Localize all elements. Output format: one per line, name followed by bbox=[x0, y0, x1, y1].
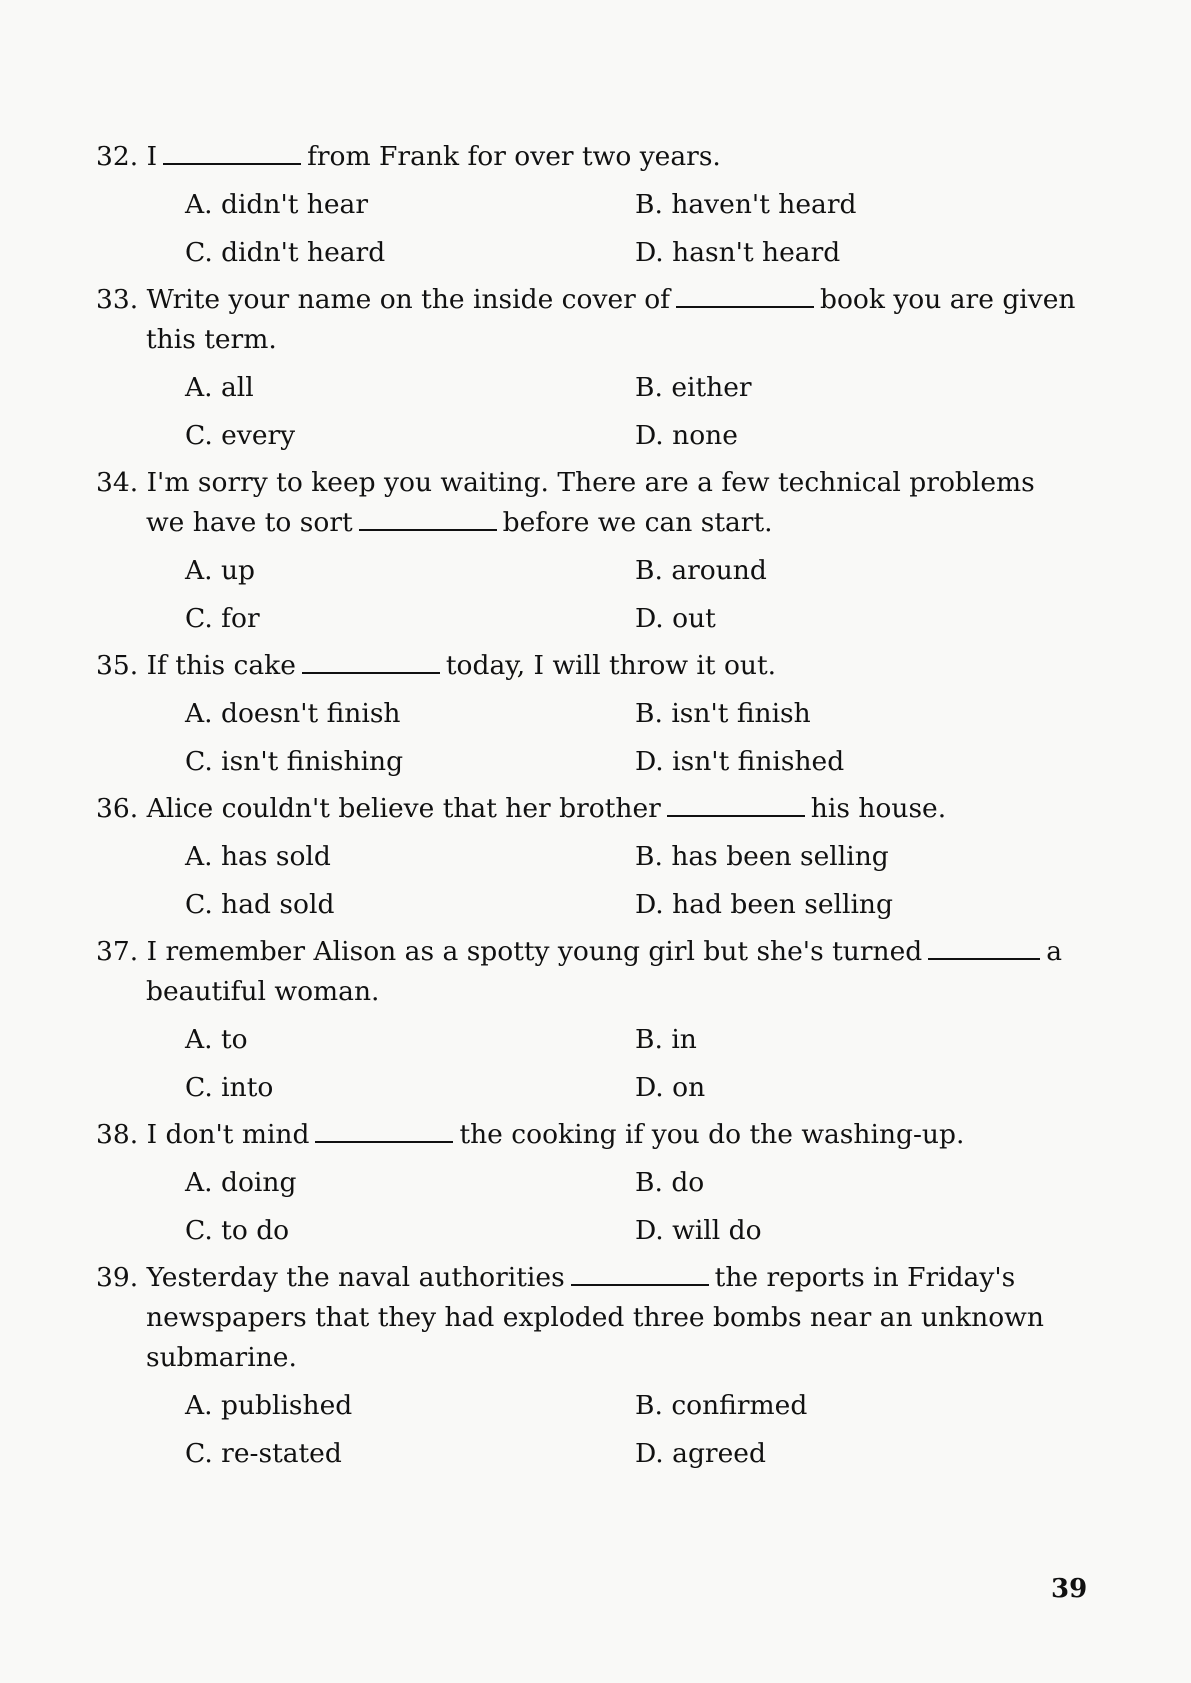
option-a: A. doing bbox=[185, 1167, 297, 1198]
question-number: 37. bbox=[96, 936, 139, 967]
option-c: C. didn't heard bbox=[185, 237, 386, 268]
option-a: A. has sold bbox=[185, 841, 331, 872]
option-b: B. around bbox=[635, 555, 767, 586]
option-b: B. confirmed bbox=[635, 1390, 808, 1421]
question-stem bbox=[96, 1115, 1081, 1155]
option-d: D. on bbox=[635, 1072, 706, 1103]
stem-text-after: before we can start. bbox=[502, 507, 773, 538]
option-d: D. out bbox=[635, 603, 716, 634]
answer-blank bbox=[315, 1121, 453, 1143]
question-38 bbox=[96, 1115, 1081, 1251]
option-d: D. had been selling bbox=[635, 889, 893, 920]
option-b: B. isn't finish bbox=[635, 698, 811, 729]
question-number: 32. bbox=[96, 141, 139, 172]
answer-blank bbox=[302, 652, 440, 674]
option-a: A. didn't hear bbox=[185, 189, 369, 220]
option-c: C. isn't finishing bbox=[185, 746, 404, 777]
answer-blank bbox=[571, 1264, 709, 1286]
stem-text-before: Alice couldn't believe that her brother bbox=[146, 793, 661, 824]
question-stem bbox=[96, 280, 1081, 360]
answer-options bbox=[185, 551, 1081, 639]
option-c: C. to do bbox=[185, 1215, 290, 1246]
stem-text-before: Yesterday the naval authorities bbox=[146, 1262, 565, 1293]
stem-text-before: I don't mind bbox=[146, 1119, 310, 1150]
stem-text-before: I bbox=[146, 141, 158, 172]
answer-options bbox=[185, 368, 1081, 456]
question-stem bbox=[96, 646, 1081, 686]
stem-text-before: I'm sorry to keep you waiting. There are a few technical problems we have to sort bbox=[146, 467, 1035, 538]
option-a: A. all bbox=[185, 372, 254, 403]
answer-options bbox=[185, 837, 1081, 925]
stem-text-before: If this cake bbox=[146, 650, 296, 681]
option-b: B. in bbox=[635, 1024, 697, 1055]
stem-text-after: his house. bbox=[810, 793, 947, 824]
option-b: B. do bbox=[635, 1167, 705, 1198]
stem-text-after: book you are given this term. bbox=[146, 284, 1076, 355]
answer-options bbox=[185, 1386, 1081, 1474]
question-number: 39. bbox=[96, 1262, 139, 1293]
stem-text-after: from Frank for over two years. bbox=[307, 141, 721, 172]
answer-options bbox=[185, 1163, 1081, 1251]
option-c: C. for bbox=[185, 603, 260, 634]
option-b: B. haven't heard bbox=[635, 189, 857, 220]
question-stem bbox=[96, 1258, 1081, 1378]
stem-text-after: the reports in Friday's newspapers that they had exploded three bombs near an unknown submarine. bbox=[146, 1262, 1044, 1373]
option-a: A. up bbox=[185, 555, 256, 586]
question-39 bbox=[96, 1258, 1081, 1474]
question-stem bbox=[96, 137, 1081, 177]
question-35 bbox=[96, 646, 1081, 782]
stem-text-after: a beautiful woman. bbox=[146, 936, 1063, 1007]
stem-text-before: I remember Alison as a spotty young girl but she's turned bbox=[146, 936, 923, 967]
question-stem bbox=[96, 789, 1081, 829]
option-a: A. published bbox=[185, 1390, 353, 1421]
answer-options bbox=[185, 694, 1081, 782]
answer-blank bbox=[928, 938, 1040, 960]
option-a: A. doesn't finish bbox=[185, 698, 401, 729]
option-c: C. into bbox=[185, 1072, 274, 1103]
question-32 bbox=[96, 137, 1081, 273]
question-number: 38. bbox=[96, 1119, 139, 1150]
question-stem bbox=[96, 463, 1081, 543]
question-37 bbox=[96, 932, 1081, 1108]
option-c: C. re-stated bbox=[185, 1438, 342, 1469]
option-d: D. hasn't heard bbox=[635, 237, 841, 268]
question-34 bbox=[96, 463, 1081, 639]
answer-options bbox=[185, 1020, 1081, 1108]
stem-text-before: Write your name on the inside cover of bbox=[146, 284, 670, 315]
question-36 bbox=[96, 789, 1081, 925]
question-number: 35. bbox=[96, 650, 139, 681]
option-c: C. had sold bbox=[185, 889, 335, 920]
stem-text-after: the cooking if you do the washing-up. bbox=[459, 1119, 965, 1150]
question-number: 33. bbox=[96, 284, 139, 315]
answer-options bbox=[185, 185, 1081, 273]
answer-blank bbox=[667, 795, 805, 817]
option-d: D. isn't finished bbox=[635, 746, 845, 777]
page-number: 39 bbox=[1051, 1574, 1088, 1604]
option-d: D. none bbox=[635, 420, 738, 451]
option-d: D. agreed bbox=[635, 1438, 766, 1469]
answer-blank bbox=[359, 509, 497, 531]
stem-text-after: today, I will throw it out. bbox=[445, 650, 777, 681]
question-stem bbox=[96, 932, 1081, 1012]
option-a: A. to bbox=[185, 1024, 248, 1055]
question-list bbox=[96, 137, 1081, 1481]
question-33 bbox=[96, 280, 1081, 456]
question-number: 36. bbox=[96, 793, 139, 824]
question-number: 34. bbox=[96, 467, 139, 498]
answer-blank bbox=[163, 143, 301, 165]
option-b: B. has been selling bbox=[635, 841, 889, 872]
option-d: D. will do bbox=[635, 1215, 762, 1246]
option-c: C. every bbox=[185, 420, 296, 451]
option-b: B. either bbox=[635, 372, 752, 403]
answer-blank bbox=[676, 286, 814, 308]
